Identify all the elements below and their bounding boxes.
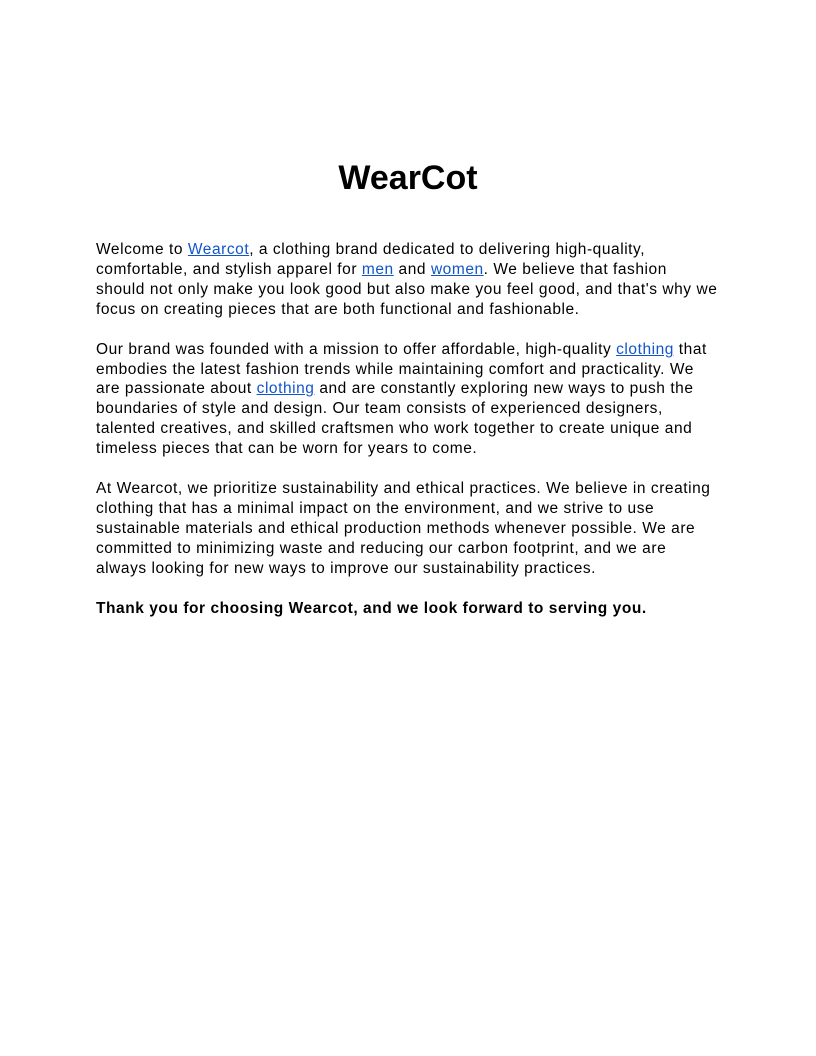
document-body bbox=[96, 240, 720, 639]
clothing-link-2[interactable]: clothing bbox=[256, 380, 315, 398]
mission-text-2: that embodies the latest fashion trends while maintaining comfort and practicality. We are passionate about bbox=[96, 340, 707, 398]
mission-paragraph bbox=[96, 340, 720, 459]
intro-paragraph bbox=[96, 240, 720, 320]
wearcot-link[interactable]: Wearcot bbox=[187, 241, 250, 258]
intro-text-1: Welcome to bbox=[96, 241, 188, 258]
intro-text-3: and bbox=[393, 260, 431, 278]
clothing-link-1[interactable]: clothing bbox=[616, 340, 674, 358]
intro-text-4: . We believe that fashion should not only make you look good but also make you feel good, and that's why we focus on creating pieces that are both functional and fashionable. bbox=[96, 260, 718, 318]
closing-paragraph: Thank you for choosing Wearcot, and we look forward to serving you. bbox=[96, 599, 647, 617]
men-link[interactable]: men bbox=[361, 260, 394, 278]
mission-text-1: Our brand was founded with a mission to offer affordable, high-quality bbox=[96, 340, 617, 358]
women-link[interactable]: women bbox=[430, 260, 484, 278]
intro-text-2: , a clothing brand dedicated to delivering high-quality, comfortable, and stylish apparel for bbox=[96, 241, 646, 278]
page-title: WearCot bbox=[338, 159, 478, 197]
sustainability-paragraph: At Wearcot, we prioritize sustainability and ethical practices. We believe in creating clothing that has a minimal impact on the environment, and we strive to use sustainable materials and ethical production methods whenever possible. We are committed to minimizing waste and reducing our carbon footprint, and we are always looking for new ways to improve our sustainability practices. bbox=[96, 480, 711, 577]
mission-text-3: and are constantly exploring new ways to push the boundaries of style and design. Our team consists of experienced designers, talented creatives, and skilled craftsmen who work together to create unique and timeless pieces that can be worn for years to come. bbox=[96, 380, 694, 458]
